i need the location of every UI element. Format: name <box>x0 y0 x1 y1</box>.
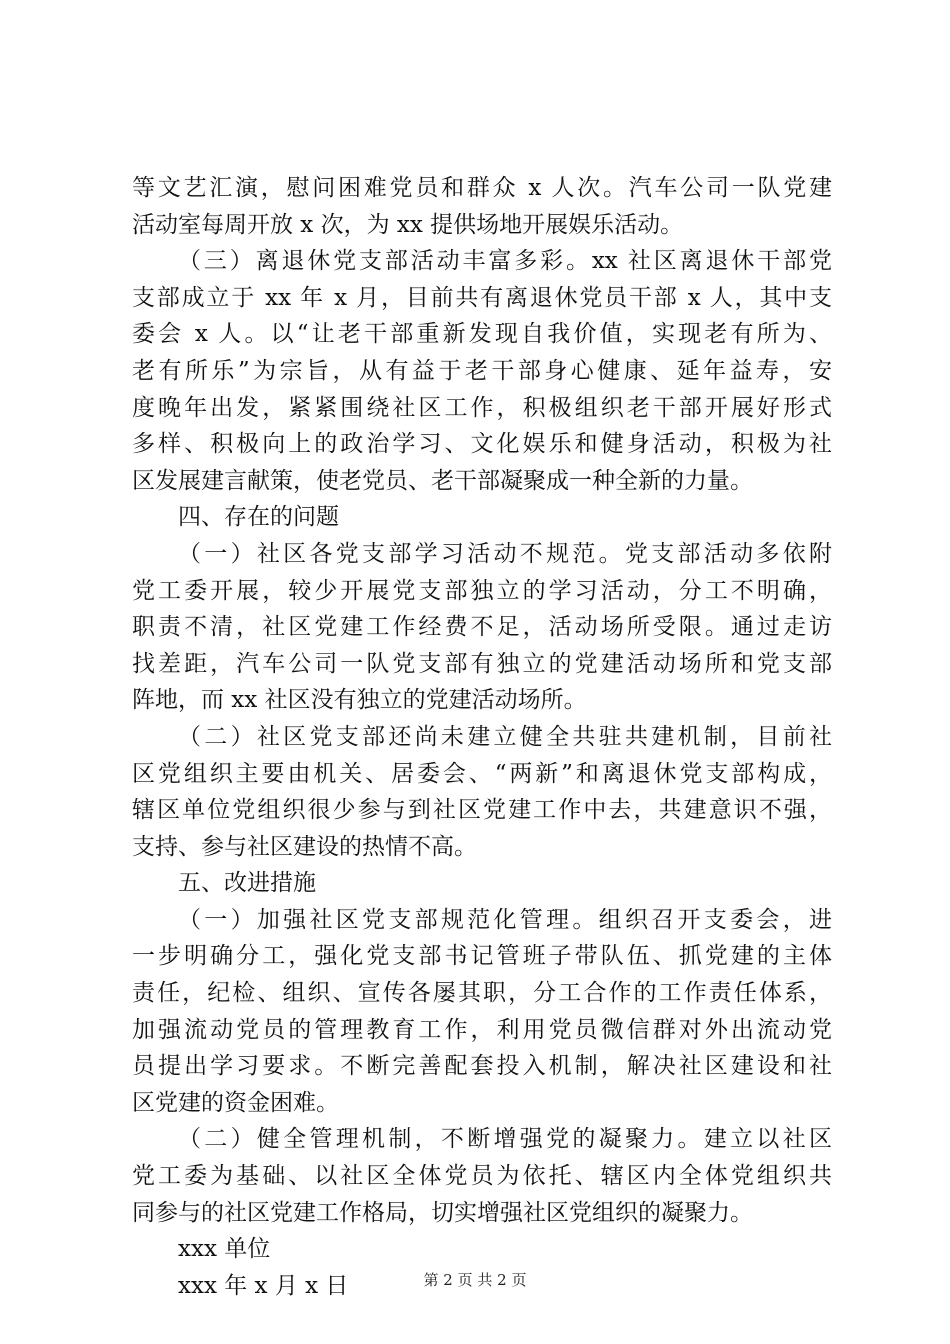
text-line: 委会 x 人。以“让老干部重新发现自我价值，实现老有所为、 <box>132 321 832 348</box>
text-line: 党工委为基础、以社区全体党员为依托、辖区内全体党组织共 <box>132 1163 832 1190</box>
section-heading: 五、改进措施 <box>178 870 316 897</box>
text-line: 找差距，汽车公司一队党支部有独立的党建活动场所和党支部 <box>132 650 832 677</box>
paragraph-start-line: （一）加强社区党支部规范化管理。组织召开支委会，进 <box>178 906 832 933</box>
document-body <box>132 170 832 1304</box>
text-line: 支部成立于 xx 年 x 月，目前共有离退休党员干部 x 人，其中支 <box>132 284 832 311</box>
text-line: 等文艺汇演，慰问困难党员和群众 x 人次。汽车公司一队党建 <box>132 175 832 201</box>
text-line: 支持、参与社区建设的热情不高。 <box>132 833 477 860</box>
text-line: 区党建的资金困难。 <box>132 1089 339 1116</box>
text-line: 同参与的社区党建工作格局，切实增强社区党组织的凝聚力。 <box>132 1199 753 1226</box>
text-line: 党工委开展，较少开展党支部独立的学习活动，分工不明确， <box>132 577 832 604</box>
text-line: 活动室每周开放 x 次，为 xx 提供场地开展娱乐活动。 <box>132 211 684 238</box>
text-line: 辖区单位党组织很少参与到社区党建工作中去，共建意识不强， <box>132 797 832 824</box>
section-heading: 四、存在的问题 <box>178 504 339 531</box>
paragraph-start-line: （二）健全管理机制，不断增强党的凝聚力。建立以社区 <box>178 1126 832 1153</box>
text-line: 度晚年出发，紧紧围绕社区工作，积极组织老干部开展好形式 <box>132 394 832 421</box>
text-line: 一步明确分工，强化党支部书记管班子带队伍、抓党建的主体 <box>132 943 832 970</box>
page-footer <box>0 1270 950 1290</box>
text-line: 责任，纪检、组织、宣传各屡其职，分工合作的工作责任体系， <box>132 980 832 1007</box>
text-line: 职责不清，社区党建工作经费不足，活动场所受限。通过走访 <box>132 614 832 641</box>
paragraph-start-line: （一）社区各党支部学习活动不规范。党支部活动多依附 <box>178 540 832 567</box>
signature-unit: xxx 单位 <box>178 1236 271 1263</box>
text-line: 阵地，而 xx 社区没有独立的党建活动场所。 <box>132 687 587 714</box>
text-line: 加强流动党员的管理教育工作，利用党员微信群对外出流动党 <box>132 1016 832 1043</box>
text-line: 多样、积极向上的政治学习、文化娱乐和健身活动，积极为社 <box>132 431 832 458</box>
paragraph-start-line: （三）离退休党支部活动丰富多彩。xx 社区离退休干部党 <box>178 248 832 275</box>
signature-date: xxx 年 x 月 x 日 <box>178 1272 349 1299</box>
page-number: 第 2 页 共 2 页 <box>423 1271 527 1289</box>
text-line: 区发展建言献策，使老党员、老干部凝聚成一种全新的力量。 <box>132 467 753 494</box>
text-line: 员提出学习要求。不断完善配套投入机制，解决社区建设和社 <box>132 1053 832 1080</box>
paragraph-start-line: （二）社区党支部还尚未建立健全共驻共建机制，目前社 <box>178 723 832 750</box>
text-line: 老有所乐”为宗旨，从有益于老干部身心健康、延年益寿，安 <box>132 357 832 384</box>
text-line: 区党组织主要由机关、居委会、“两新”和离退休党支部构成， <box>132 760 832 787</box>
